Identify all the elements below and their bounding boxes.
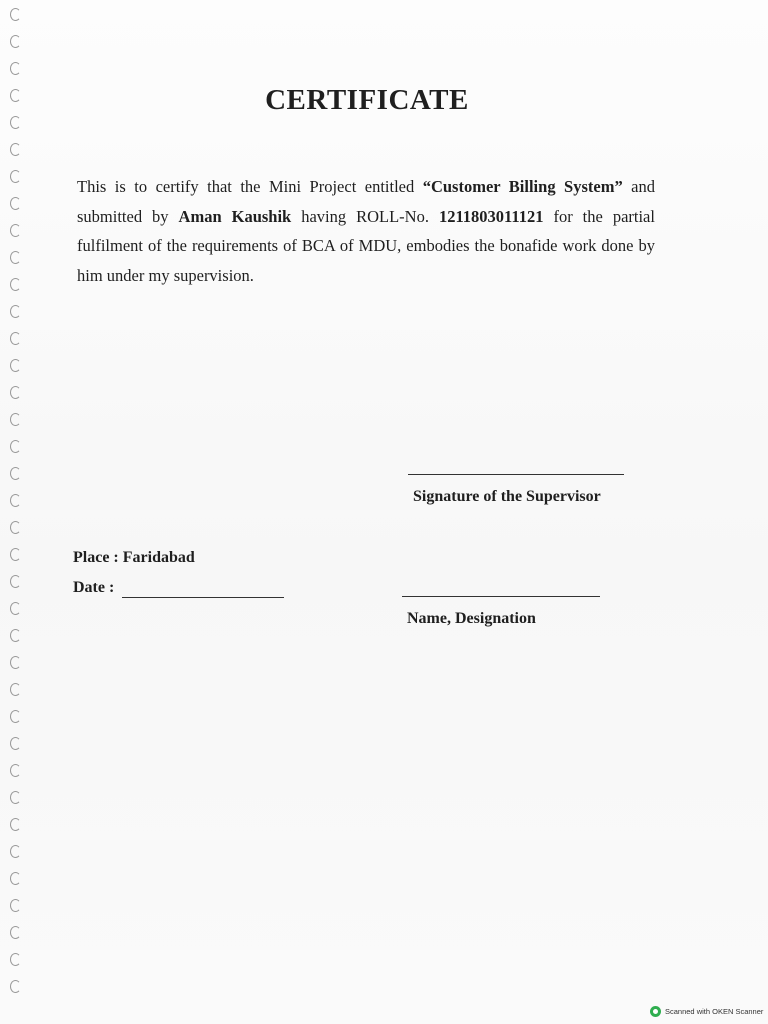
binding-hole bbox=[10, 521, 21, 534]
name-designation-label: Name, Designation bbox=[407, 610, 536, 627]
binding-hole bbox=[10, 8, 21, 21]
binding-hole bbox=[10, 197, 21, 210]
binding-hole bbox=[10, 791, 21, 804]
roll-number: 1211803011121 bbox=[438, 206, 544, 226]
binding-hole bbox=[10, 494, 21, 507]
body-text-part4: for the partial fulfilment of the requirements of BCA of MDU, embodies the bonafide work done by him under my supervision. bbox=[77, 206, 655, 285]
binding-hole bbox=[10, 683, 21, 696]
name-designation-line bbox=[402, 596, 600, 597]
binding-hole bbox=[10, 629, 21, 642]
binding-hole bbox=[10, 980, 21, 993]
signature-line bbox=[408, 474, 624, 475]
binding-hole bbox=[10, 548, 21, 561]
binding-hole bbox=[10, 656, 21, 669]
binding-hole bbox=[10, 143, 21, 156]
binding-hole bbox=[10, 872, 21, 885]
binding-hole bbox=[10, 710, 21, 723]
scanner-watermark-text: Scanned with OKEN Scanner bbox=[665, 1007, 764, 1016]
date-line bbox=[122, 597, 284, 598]
binding-hole bbox=[10, 764, 21, 777]
scanner-watermark bbox=[650, 1006, 763, 1017]
binding-hole bbox=[10, 737, 21, 750]
binding-hole bbox=[10, 386, 21, 399]
date-label: Date : bbox=[73, 579, 115, 596]
project-name: “Customer Billing System” bbox=[422, 177, 623, 196]
student-name: Aman Kaushik bbox=[178, 206, 292, 226]
binding-hole bbox=[10, 413, 21, 426]
certificate-title: CERTIFICATE bbox=[265, 84, 469, 116]
binding-hole bbox=[10, 116, 21, 129]
body-text-part1: This is to certify that the Mini Project entitled bbox=[77, 177, 423, 196]
binding-hole bbox=[10, 926, 21, 939]
binding-hole bbox=[10, 251, 21, 264]
binding-hole bbox=[10, 845, 21, 858]
binding-hole bbox=[10, 332, 21, 345]
binding-hole bbox=[10, 305, 21, 318]
body-text-part2: and submitted by bbox=[77, 177, 656, 226]
binding-hole bbox=[10, 575, 21, 588]
binding-hole bbox=[10, 602, 21, 615]
binding-hole bbox=[10, 359, 21, 372]
binding-hole bbox=[10, 467, 21, 480]
binding-hole bbox=[10, 899, 21, 912]
binding-holes bbox=[4, 0, 26, 1024]
place-field: Place : Faridabad bbox=[73, 549, 195, 566]
binding-hole bbox=[10, 278, 21, 291]
binding-hole bbox=[10, 818, 21, 831]
binding-hole bbox=[10, 224, 21, 237]
binding-hole bbox=[10, 440, 21, 453]
binding-hole bbox=[10, 170, 21, 183]
body-text-part3: having ROLL-No. bbox=[291, 206, 439, 226]
binding-hole bbox=[10, 62, 21, 75]
binding-hole bbox=[10, 953, 21, 966]
certificate-body bbox=[77, 172, 655, 290]
scanner-logo-icon bbox=[650, 1006, 661, 1017]
signature-label: Signature of the Supervisor bbox=[413, 488, 601, 505]
binding-hole bbox=[10, 35, 21, 48]
